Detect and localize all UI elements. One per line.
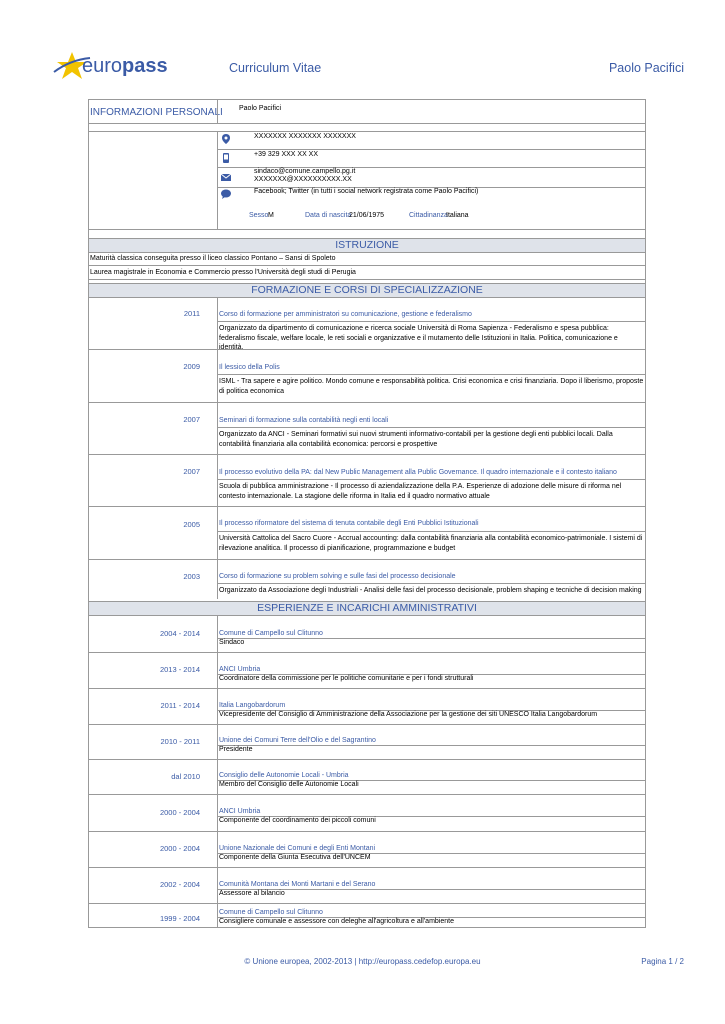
entry-description: Componente della Giunta Esecutiva dell'UNCEM bbox=[219, 854, 371, 861]
experience-entry bbox=[89, 831, 645, 868]
personal-info-label: INFORMAZIONI PERSONALI bbox=[90, 107, 223, 118]
experience-entry bbox=[89, 615, 645, 653]
training-entry bbox=[89, 506, 645, 560]
logo-text bbox=[82, 55, 168, 78]
divider bbox=[218, 531, 645, 532]
entry-description: Vicepresidente del Consiglio di Amministrazione della Associazione per la gestione dei siti UNESCO Italia Langobardorum bbox=[219, 711, 598, 718]
doc-title: Curriculum Vitae bbox=[229, 61, 322, 75]
entry-year: 2004 - 2014 bbox=[159, 629, 200, 638]
phone-row bbox=[218, 149, 645, 168]
entry-year: dal 2010 bbox=[171, 772, 200, 781]
training-entry bbox=[89, 402, 645, 455]
address-text: XXXXXXX XXXXXXX XXXXXXX bbox=[254, 133, 356, 140]
entry-description: Università Cattolica del Sacro Cuore - Accrual accounting: dalla contabilità finanziaria alla contabilità economico-patrimoniale. I sistemi di rilevazione analitica. Il processo di pianificazione, programmazione e budget bbox=[219, 535, 643, 552]
email-icon bbox=[221, 172, 231, 182]
section-education-title: ISTRUZIONE bbox=[89, 238, 645, 253]
contact-block bbox=[89, 131, 645, 230]
entry-title: ANCI Umbria bbox=[219, 808, 261, 815]
entry-description: ISML - Tra sapere e agire politico. Mondo comune e responsabilità politica. Crisi economica e crisi finanziaria. Dopo il liberismo, proposte di politica economica bbox=[219, 378, 644, 395]
birth-label: Data di nascita bbox=[305, 212, 352, 219]
divider bbox=[217, 867, 218, 903]
experience-entry bbox=[89, 652, 645, 689]
page-number: Pagina 1 / 2 bbox=[641, 957, 684, 966]
europass-logo bbox=[52, 50, 168, 86]
logo-text-a: euro bbox=[82, 55, 123, 77]
experience-entry bbox=[89, 903, 645, 927]
footer-copyright[interactable]: © Unione europea, 2002-2013 | http://europass.cedefop.europa.eu bbox=[244, 957, 481, 966]
divider bbox=[217, 688, 218, 724]
section-experience-title: ESPERIENZE E INCARICHI AMMINISTRATIVI bbox=[89, 601, 645, 616]
entry-description: Organizzato da dipartimento di comunicazione e ricerca sociale Università di Roma Sapienza - Federalismo e spesa pubblica: federalismo fiscale, welfare locale, le reti sociali e organizzative e il mutamento delle Istituzioni in Italia. Politica, comunicazione e identità. bbox=[219, 325, 618, 351]
location-pin-icon bbox=[221, 134, 231, 144]
entry-title: Il processo riformatore del sistema di tenuta contabile degli Enti Pubblici Istituzionali bbox=[219, 520, 479, 527]
divider bbox=[217, 903, 218, 927]
entry-year: 2003 bbox=[183, 572, 200, 581]
entry-year: 2011 - 2014 bbox=[160, 701, 200, 710]
divider bbox=[217, 559, 218, 599]
entry-description: Assessore al bilancio bbox=[219, 890, 285, 897]
divider bbox=[217, 297, 218, 349]
entry-year: 2013 - 2014 bbox=[159, 665, 200, 674]
divider bbox=[218, 583, 645, 584]
personal-name: Paolo Pacifici bbox=[239, 105, 282, 112]
entry-title: Comunità Montana dei Monti Martani e del Serano bbox=[219, 881, 376, 888]
birth-value: 21/06/1975 bbox=[349, 212, 385, 219]
address-row bbox=[218, 131, 645, 150]
training-entry bbox=[89, 559, 645, 599]
divider bbox=[218, 427, 645, 428]
entry-description: Organizzato da ANCI - Seminari formativi sui nuovi strumenti informativo-contabili per la gestione degli enti pubblici locali. Dalla contabilità finanziaria alla contabilità economica: percorsi e prospettive bbox=[219, 431, 613, 448]
email-row bbox=[218, 167, 645, 188]
entry-year: 2011 bbox=[183, 309, 200, 318]
entry-title: Corso di formazione su problem solving e sulle fasi del processo decisionale bbox=[219, 573, 456, 580]
divider bbox=[217, 100, 218, 123]
email-text-1[interactable]: sindaco@comune.campello.pg.it bbox=[254, 168, 356, 175]
entry-description: Organizzato da Associazione degli Industriali - Analisi delle fasi del processo decisionale, problem shaping e tecniche di decision making bbox=[219, 587, 642, 594]
entry-title: Seminari di formazione sulla contabilità negli enti locali bbox=[219, 417, 389, 424]
phone-icon bbox=[221, 153, 231, 163]
training-entry bbox=[89, 454, 645, 507]
entry-description: Sindaco bbox=[219, 639, 245, 646]
divider bbox=[217, 724, 218, 759]
entry-title: Comune di Campello sul Clitunno bbox=[219, 909, 323, 916]
entry-description: Consigliere comunale e assessore con deleghe all'agricoltura e all'ambiente bbox=[219, 918, 454, 925]
divider bbox=[218, 321, 645, 322]
divider bbox=[217, 506, 218, 559]
entry-year: 2005 bbox=[183, 520, 200, 529]
section-training-title: FORMAZIONE E CORSI DI SPECIALIZZAZIONE bbox=[89, 283, 645, 298]
entry-year: 2002 - 2004 bbox=[159, 880, 200, 889]
entry-title: Italia Langobardorum bbox=[219, 702, 286, 709]
entry-description: Presidente bbox=[219, 746, 253, 753]
citizenship-value: Italiana bbox=[446, 212, 469, 219]
divider bbox=[217, 349, 218, 402]
entry-description: Membro del Consiglio delle Autonomie Locali bbox=[219, 781, 359, 788]
entry-year: 1999 - 2004 bbox=[159, 914, 200, 923]
entry-year: 2000 - 2004 bbox=[159, 808, 200, 817]
entry-title: Corso di formazione per amministratori su comunicazione, gestione e federalismo bbox=[219, 311, 472, 318]
experience-entry bbox=[89, 794, 645, 832]
entry-year: 2007 bbox=[183, 415, 200, 424]
phone-text[interactable]: +39 329 XXX XX XX bbox=[254, 151, 319, 158]
logo-text-b: pass bbox=[122, 55, 168, 77]
social-text: Facebook; Twitter (in tutti i social network registrata come Paolo Pacifici) bbox=[254, 188, 479, 195]
entry-year: 2009 bbox=[183, 362, 200, 371]
entry-title: Consiglio delle Autonomie Locali - Umbria bbox=[219, 772, 349, 779]
education-row: Maturità classica conseguita presso il liceo classico Pontano – Sansi di Spoleto bbox=[89, 252, 645, 266]
entry-year: 2000 - 2004 bbox=[159, 844, 200, 853]
entry-year: 2010 - 2011 bbox=[160, 737, 200, 746]
entry-title: Il processo evolutivo della PA: dal New Public Management alla Public Governance. Il quadro internazionale e il contesto italiano bbox=[219, 469, 617, 476]
divider bbox=[218, 479, 645, 480]
divider bbox=[217, 794, 218, 831]
entry-description: Coordinatore della commissione per le politiche comunitarie e per i fondi strutturali bbox=[219, 675, 474, 682]
chat-bubble-icon bbox=[221, 189, 231, 199]
entry-description: Componente del coordinamento dei piccoli comuni bbox=[219, 817, 376, 824]
sex-label: Sesso bbox=[249, 212, 269, 219]
entry-title: Unione Nazionale dei Comuni e degli Enti Montani bbox=[219, 845, 376, 852]
experience-entry bbox=[89, 867, 645, 904]
cv-frame bbox=[88, 99, 646, 928]
social-row bbox=[218, 187, 645, 205]
experience-entry bbox=[89, 724, 645, 760]
divider bbox=[217, 402, 218, 454]
training-entry bbox=[89, 297, 645, 350]
divider bbox=[217, 652, 218, 688]
entry-description: Scuola di pubblica amministrazione - Il processo di aziendalizzazione della P.A. Esperienze di adozione delle misure di riforma nel contesto internazionale. La stagione delle riforma in Italia ed il quadro normativo attuale bbox=[219, 483, 622, 500]
training-entry bbox=[89, 349, 645, 403]
experience-entry bbox=[89, 759, 645, 795]
divider bbox=[217, 454, 218, 506]
citizenship-label: Cittadinanza bbox=[409, 212, 448, 219]
entry-title: ANCI Umbria bbox=[219, 666, 261, 673]
divider bbox=[217, 831, 218, 867]
personal-info-header-row bbox=[89, 100, 645, 124]
divider bbox=[218, 374, 645, 375]
sex-value: M bbox=[268, 212, 274, 219]
education-row: Laurea magistrale in Economia e Commercio presso l'Università degli studi di Perugia bbox=[89, 266, 645, 280]
header-person-name: Paolo Pacifici bbox=[608, 61, 684, 75]
divider bbox=[217, 615, 218, 652]
email-text-2[interactable]: XXXXXXX@XXXXXXXXXX.XX bbox=[254, 176, 352, 183]
personal-details-row bbox=[218, 205, 645, 229]
entry-year: 2007 bbox=[183, 467, 200, 476]
experience-entry bbox=[89, 688, 645, 725]
divider bbox=[217, 759, 218, 794]
entry-title: Il lessico della Polis bbox=[219, 364, 280, 371]
entry-title: Unione dei Comuni Terre dell'Olio e del Sagrantino bbox=[219, 737, 376, 744]
entry-title: Comune di Campello sul Clitunno bbox=[219, 630, 323, 637]
